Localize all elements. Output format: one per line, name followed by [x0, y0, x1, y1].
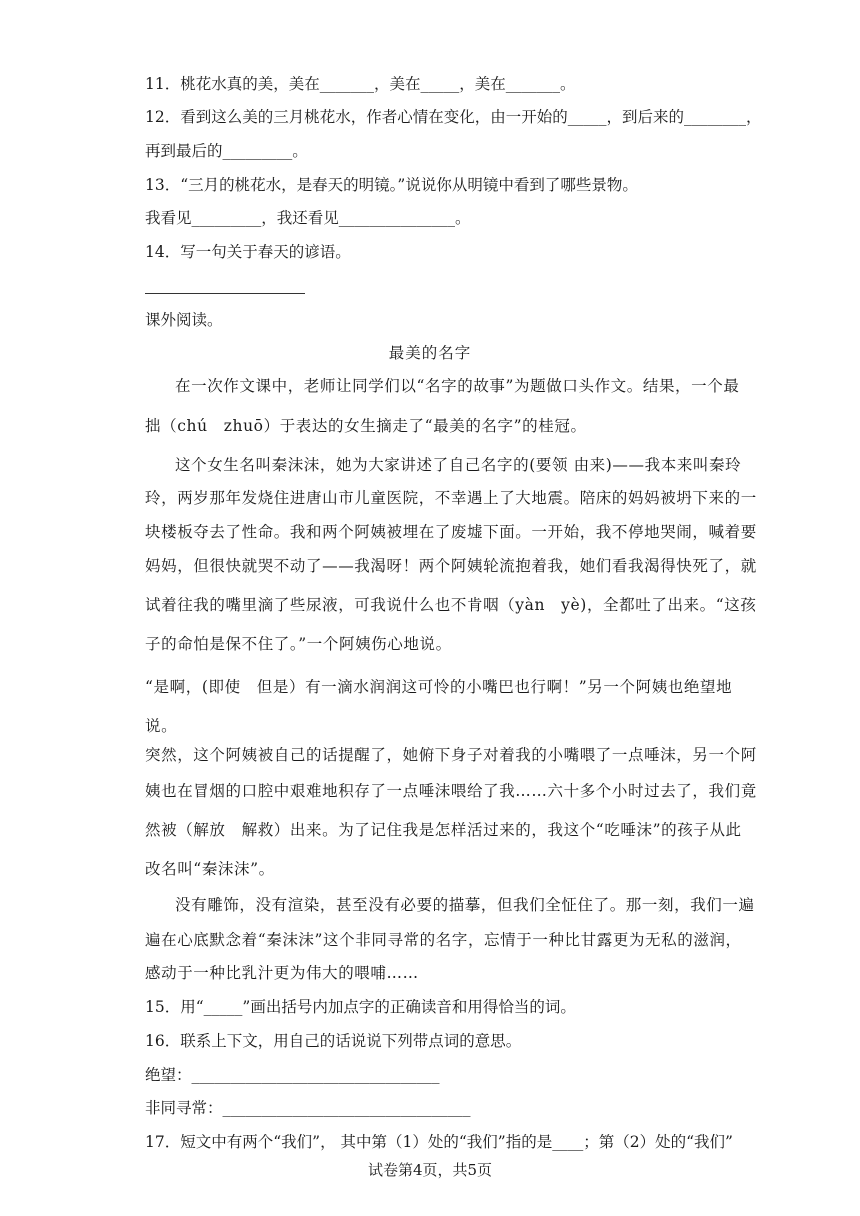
passage-line: 妈妈，但很快就哭不动了——我渴呀！两个阿姨轮流抱着我，她们看我渴得快死了，就	[145, 557, 757, 575]
question-11: 11．桃花水真的美，美在_______，美在_____，美在_______。	[145, 75, 576, 93]
passage-line: 这个女生名叫秦沫沫，她为大家讲述了自己名字的(要领 由来)——我本来叫秦玲	[175, 456, 742, 474]
question-13-line-1: 13．“三月的桃花水，是春天的明镜。”说说你从明镜中看到了哪些景物。	[145, 176, 638, 194]
question-15: 15．用“_____”画出括号内加点字的正确读音和用得恰当的词。	[145, 998, 576, 1016]
passage-line: 然被（解放 解救）出来。为了记住我是怎样活过来的，我这个“吃唾沫”的孩子从此	[145, 821, 742, 839]
question-12-line-2: 再到最后的_________。	[145, 142, 308, 160]
passage-line: 玲，两岁那年发烧住进唐山市儿童医院，不幸遇上了大地震。陪床的妈妈被坍下来的一	[145, 489, 757, 507]
question-17: 17．短文中有两个“我们”， 其中第（1）处的“我们”指的是____；第（2）处的“我们”	[145, 1133, 733, 1151]
passage-line: 在一次作文课中，老师让同学们以“名字的故事”为题做口头作文。结果，一个最	[175, 377, 740, 395]
passage-line: “是啊，(即使 但是）有一滴水润润这可怜的小嘴巴也行啊！”另一个阿姨也绝望地	[145, 678, 733, 696]
passage-line: 试着往我的嘴里滴了些尿液，可我说什么也不肯咽（yàn yè)，全都吐了出来。“这孩	[145, 596, 757, 614]
passage-line: 没有雕饰，没有渲染，甚至没有必要的描摹，但我们全怔住了。那一刻，我们一遍	[175, 896, 755, 914]
section-label: 课外阅读。	[145, 311, 223, 329]
answer-line	[145, 293, 305, 294]
passage-line: 遍在心底默念着“秦沫沫”这个非同寻常的名字，忘情于一种比甘露更为无私的滋润，	[145, 931, 742, 949]
passage-line: 拙（chú zhuō）于表达的女生摘走了“最美的名字”的桂冠。	[145, 417, 587, 435]
passage-line: 改名叫“秦沫沫”。	[145, 860, 275, 878]
passage-line: 突然，这个阿姨被自己的话提醒了，她俯下身子对着我的小嘴喂了一点唾沫，另一个阿	[145, 746, 757, 764]
passage-line: 说。	[145, 717, 178, 735]
passage-line: 姨也在冒烟的口腔中艰难地积存了一点唾沫喂给了我……六十多个小时过去了，我们竟	[145, 782, 757, 800]
passage-line: 子的命怕是保不住了。”一个阿姨伤心地说。	[145, 635, 452, 653]
question-16-item-2: 非同寻常：________________________________	[145, 1099, 471, 1117]
question-16: 16．联系上下文，用自己的话说说下列带点词的意思。	[145, 1032, 522, 1050]
passage-line: 感动于一种比乳汁更为伟大的喂哺……	[145, 964, 419, 982]
question-14: 14．写一句关于春天的谚语。	[145, 243, 351, 261]
passage-title: 最美的名字	[388, 344, 472, 362]
question-13-line-2: 我看见_________，我还看见_______________。	[145, 209, 471, 227]
passage-line: 块楼板夺去了性命。我和两个阿姨被埋在了废墟下面。一开始，我不停地哭闹，喊着要	[145, 523, 757, 541]
question-12-line-1: 12．看到这么美的三月桃花水，作者心情在变化，由一开始的_____，到后来的________，	[145, 108, 762, 126]
page-footer: 试卷第4页，共5页	[367, 1161, 493, 1179]
question-16-item-1: 绝望：________________________________	[145, 1066, 440, 1084]
